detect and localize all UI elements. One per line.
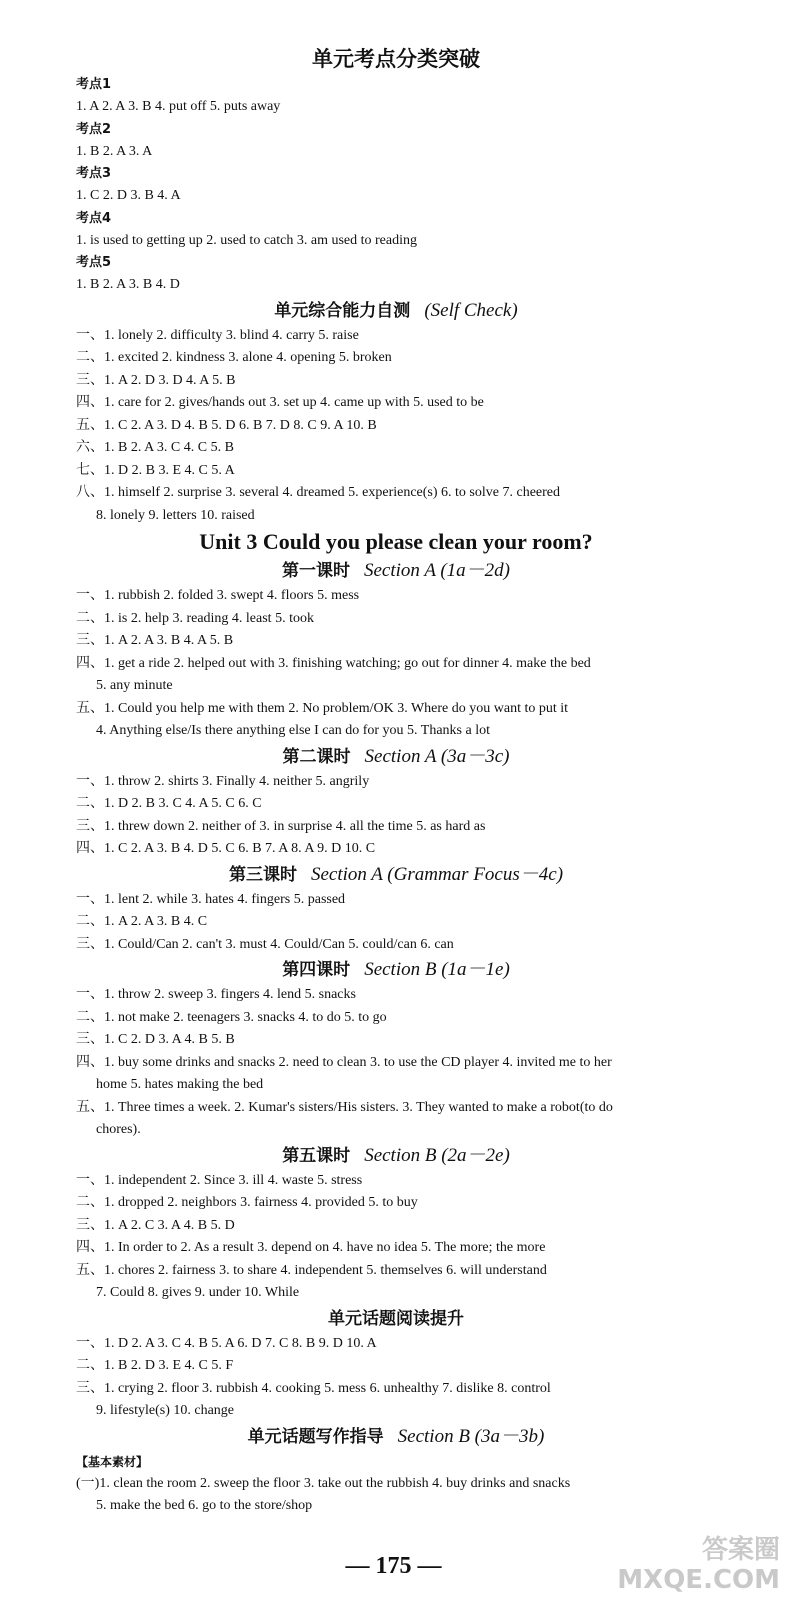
lesson1-title-zh: 第一课时	[282, 561, 350, 581]
answer-line: 二、1. D 2. B 3. C 4. A 5. C 6. C	[76, 796, 262, 811]
answer-line: 四、1. buy some drinks and snacks 2. need to clean 3. to use the CD player 4. invited me to her	[76, 1054, 612, 1070]
heading-unit-test-points: 单元考点分类突破	[312, 47, 480, 71]
answer-line: 八、1. himself 2. surprise 3. several 4. dreamed 5. experience(s) 6. to solve 7. cheered	[76, 485, 561, 500]
answer-line: 四、1. care for 2. gives/hands out 3. set up 4. came up with 5. used to be	[76, 395, 484, 410]
lesson-5	[76, 1142, 716, 1305]
lesson1-heading	[76, 557, 716, 585]
answer-line: chores).	[96, 1122, 141, 1137]
answer-line: 二、1. excited 2. kindness 3. alone 4. opening 5. broken	[76, 350, 392, 365]
writing-answers	[76, 1473, 716, 1518]
writing-title-zh: 单元话题写作指导	[247, 1426, 384, 1447]
answer-line: 一、1. lent 2. while 3. hates 4. fingers 5. passed	[76, 891, 346, 907]
test-point-label: 考点2	[76, 121, 112, 137]
basic-material-label: 【基本素材】	[76, 1454, 149, 1469]
answer-line: 一、1. throw 2. shirts 3. Finally 4. neither 5. angrily	[76, 773, 370, 789]
page-number: — 175 —	[345, 1553, 442, 1579]
answer-line: 三、1. Could/Can 2. can't 3. must 4. Could/Can 5. could/can 6. can	[76, 936, 454, 952]
lesson-4	[76, 956, 716, 1142]
answer-line: 五、1. C 2. A 3. D 4. B 5. D 6. B 7. D 8. C 9. A 10. B	[76, 417, 377, 433]
answer-line: 三、1. A 2. C 3. A 4. B 5. D	[76, 1217, 235, 1233]
answer-line: 4. Anything else/Is there anything else I can do for you 5. Thanks a lot	[96, 723, 490, 738]
answer-line: 七、1. D 2. B 3. E 4. C 5. A	[76, 462, 235, 478]
lesson2-title-zh: 第二课时	[282, 746, 351, 767]
answer-line: (一)1. clean the room 2. sweep the floor 3. take out the rubbish 4. buy drinks and snacks	[76, 1475, 571, 1491]
answer-line: 二、1. A 2. A 3. B 4. C	[76, 914, 208, 929]
answer-line: 二、1. not make 2. teenagers 3. snacks 4. to do 5. to go	[76, 1009, 387, 1025]
self-check-continuation: 8. lonely 9. letters 10. raised	[96, 507, 255, 523]
lesson3-title-zh: 第三课时	[228, 864, 297, 885]
test-point-answers: 1. C 2. D 3. B 4. A	[76, 188, 181, 203]
answer-line: 六、1. B 2. A 3. C 4. C 5. B	[76, 440, 234, 455]
lesson5-heading	[76, 1142, 716, 1170]
lesson-1	[76, 557, 716, 743]
test-point-label: 考点3	[76, 166, 112, 181]
answer-line: 一、1. independent 2. Since 3. ill 4. waste 5. stress	[76, 1172, 363, 1188]
answer-line: 二、1. is 2. help 3. reading 4. least 5. took	[76, 610, 314, 626]
lesson5-title-zh: 第五课时	[282, 1145, 351, 1166]
self-check-answers	[76, 325, 716, 505]
lesson4-title-en: Section B (1a－1e)	[364, 959, 510, 980]
reading-section	[76, 1305, 716, 1423]
answer-line: 五、1. Three times a week. 2. Kumar's sisters/His sisters. 3. They wanted to make a robot(to do	[76, 1099, 613, 1115]
self-check-title-en: (Self Check)	[424, 299, 518, 321]
answer-line: 三、1. A 2. A 3. B 4. A 5. B	[76, 633, 234, 648]
self-check-title-zh: 单元综合能力自测	[274, 300, 411, 321]
answer-line: 9. lifestyle(s) 10. change	[96, 1403, 235, 1418]
answer-line: 5. make the bed 6. go to the store/shop	[96, 1498, 313, 1513]
content-column	[76, 44, 716, 1518]
answer-line: 一、1. throw 2. sweep 3. fingers 4. lend 5. snacks	[76, 987, 356, 1002]
test-point-answers: 1. A 2. A 3. B 4. put off 5. puts away	[76, 99, 281, 114]
reading-title-zh: 单元话题阅读提升	[328, 1308, 464, 1329]
answer-line: 四、1. In order to 2. As a result 3. depend on 4. have no idea 5. The more; the more	[76, 1240, 546, 1255]
test-point-answers: 1. B 2. A 3. B 4. D	[76, 277, 180, 292]
reading-heading	[76, 1305, 716, 1333]
answer-line: 三、1. threw down 2. neither of 3. in surprise 4. all the time 5. as hard as	[76, 818, 486, 834]
kaodian-section	[76, 74, 716, 297]
heading-writing	[76, 1423, 716, 1451]
test-point-label: 考点1	[76, 77, 112, 92]
test-point-label: 考点4	[76, 210, 112, 226]
lesson4-heading	[76, 956, 716, 984]
lesson3-heading	[76, 861, 716, 889]
test-point-label: 考点5	[76, 255, 112, 270]
answer-line: 一、1. D 2. A 3. C 4. B 5. A 6. D 7. C 8. B 9. D 10. A	[76, 1335, 377, 1351]
lesson2-heading	[76, 743, 716, 771]
answer-line: 二、1. dropped 2. neighbors 3. fairness 4. provided 5. to buy	[76, 1195, 418, 1210]
lesson1-title-en: Section A (1a－2d)	[364, 560, 510, 581]
writing-title-en: Section B (3a－3b)	[397, 1425, 545, 1447]
lesson-2	[76, 743, 716, 861]
answer-line: 三、1. crying 2. floor 3. rubbish 4. cooking 5. mess 6. unhealthy 7. dislike 8. control	[76, 1380, 551, 1396]
answer-line: 三、1. C 2. D 3. A 4. B 5. B	[76, 1032, 235, 1047]
lesson-3	[76, 861, 716, 957]
lesson5-title-en: Section B (2a－2e)	[364, 1144, 510, 1166]
unit-title: Unit 3 Could you please clean your room?	[199, 529, 593, 554]
answer-line: 三、1. A 2. D 3. D 4. A 5. B	[76, 372, 236, 388]
lesson3-title-en: Section A (Grammar Focus－4c)	[310, 863, 564, 885]
answer-line: home 5. hates making the bed	[96, 1077, 264, 1092]
answer-line: 四、1. C 2. A 3. B 4. D 5. C 6. B 7. A 8. A 9. D 10. C	[76, 841, 376, 856]
watermark-logo: 答案圈 MXQE.COM	[617, 1535, 780, 1595]
test-point-answers: 1. is used to getting up 2. used to catch 3. am used to reading	[76, 232, 417, 248]
answer-line: 7. Could 8. gives 9. under 10. While	[96, 1285, 300, 1300]
answer-line: 一、1. lonely 2. difficulty 3. blind 4. carry 5. raise	[76, 327, 359, 343]
answer-line: 四、1. get a ride 2. helped out with 3. finishing watching; go out for dinner 4. make the bed	[76, 655, 591, 671]
heading-self-check	[76, 297, 716, 325]
answer-line: 五、1. chores 2. fairness 3. to share 4. independent 5. themselves 6. will understand	[76, 1262, 547, 1278]
answer-line: 5. any minute	[96, 678, 173, 693]
answer-line: 二、1. B 2. D 3. E 4. C 5. F	[76, 1358, 234, 1373]
answer-line: 五、1. Could you help me with them 2. No problem/OK 3. Where do you want to put it	[76, 700, 569, 716]
test-point-answers: 1. B 2. A 3. A	[76, 143, 153, 159]
answer-line: 一、1. rubbish 2. folded 3. swept 4. floors 5. mess	[76, 588, 360, 603]
lesson4-title-zh: 第四课时	[282, 960, 351, 980]
lesson2-title-en: Section A (3a－3c)	[364, 745, 510, 767]
